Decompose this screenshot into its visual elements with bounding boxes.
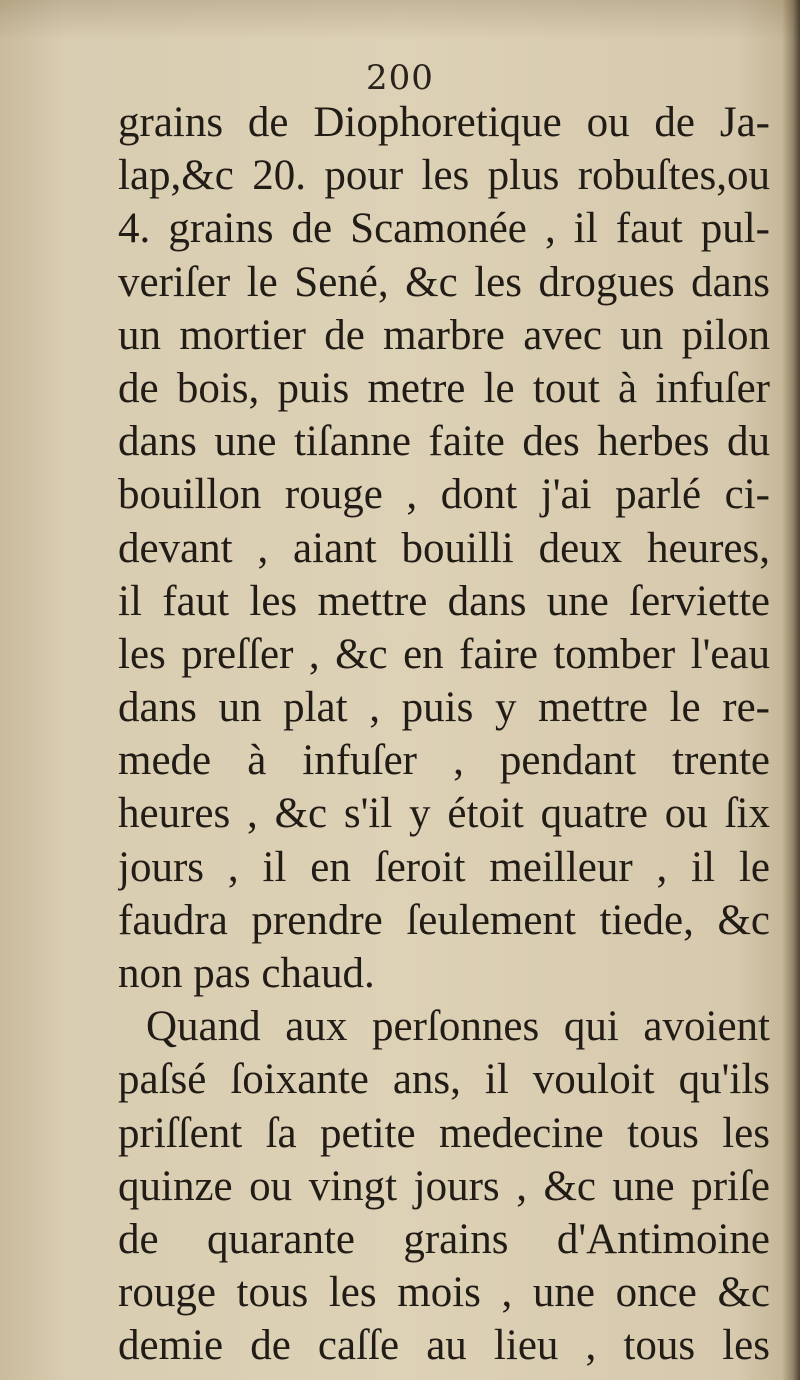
text-line: quinze ou vingt jours , &c une priſe: [118, 1162, 770, 1210]
text-line: paſsé ſoixante ans, il vouloit qu'ils: [118, 1056, 770, 1104]
text-line: priſſent ſa petite medecine tous les: [118, 1109, 770, 1157]
text-line: les preſſer , &c en faire tomber l'eau: [118, 630, 770, 678]
text-line: dans une tiſanne faite des herbes du: [118, 418, 770, 466]
text-line: devant , aiant bouilli deux heures,: [118, 524, 770, 572]
text-line: il faut les mettre dans une ſerviette: [118, 577, 770, 625]
text-line: de quarante grains d'Antimoine: [118, 1215, 770, 1263]
text-line: lap,&c 20. pour les plus robuſtes,ou: [118, 152, 770, 200]
text-line: heures , &c s'il y étoit quatre ou ſix: [118, 790, 770, 838]
text-line: un mortier de marbre avec un pilon: [118, 311, 770, 359]
text-line: veriſer le Sené, &c les drogues dans: [118, 258, 770, 306]
text-line: grains de Diophoretique ou de Ja-: [118, 99, 770, 146]
text-line: bouillon rouge , dont j'ai parlé ci-: [118, 471, 770, 519]
page-edge-shadow: [782, 0, 800, 1380]
text-line: Quand aux perſonnes qui avoient: [146, 1003, 770, 1051]
text-line: faudra prendre ſeulement tiede, &c: [118, 896, 770, 944]
text-line: demie de caſſe au lieu , tous les: [118, 1322, 770, 1370]
text-line: rouge tous les mois , une once &c: [118, 1269, 770, 1317]
page-top-shade: [0, 0, 800, 40]
page-number: 200: [366, 58, 434, 98]
text-line: jours , il en ſeroit meilleur , il le: [118, 843, 770, 891]
text-line: mede à infuſer , pendant trente: [118, 737, 770, 785]
text-line: non pas chaud.: [118, 950, 375, 997]
text-line: 4. grains de Scamonée , il faut pul-: [118, 205, 770, 253]
body-text: [118, 96, 770, 1373]
text-line: dans un plat , puis y mettre le re-: [118, 684, 770, 732]
text-line: de bois, puis metre le tout à infuſer: [118, 364, 770, 412]
